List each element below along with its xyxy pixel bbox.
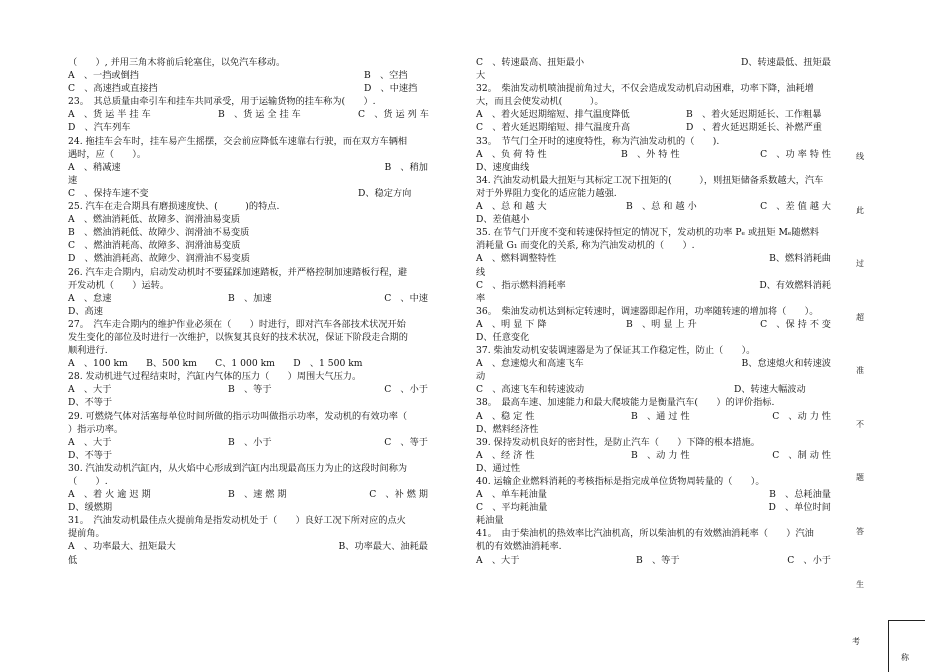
option-row <box>476 252 831 265</box>
margin-label: 考 <box>852 637 860 646</box>
option-row <box>68 82 428 95</box>
margin-warning-text <box>853 150 867 632</box>
option: C 、中速 <box>384 292 428 304</box>
option: C 、高速挡或直接挡 <box>68 83 158 95</box>
option: C 、高速飞车和转速波动 <box>476 384 585 396</box>
question-text: 38。 最高车速、加速能力和最大爬坡能力是衡量汽车( ）的评价指标. <box>476 397 775 409</box>
option-continuation: 大 <box>476 70 486 82</box>
option-row <box>476 121 831 134</box>
margin-char: 此 <box>856 205 864 215</box>
option: B 、明 显 上 升 <box>626 318 697 330</box>
option: B 、等于 <box>636 554 680 566</box>
option: B 、总耗油量 <box>769 489 831 501</box>
option-continuation: 速 <box>68 174 78 186</box>
question-text: ）指示功率。 <box>68 423 124 435</box>
option-row <box>476 488 831 501</box>
option: A 、大于 <box>68 436 112 448</box>
option-row <box>476 148 831 161</box>
option: A 、怠速 <box>68 292 112 304</box>
question-text: 33。 节气门全开时的速度特性，称为汽油发动机的（ ). <box>476 135 720 147</box>
option: D、差值越小 <box>476 214 530 226</box>
question-text: 39. 保持发动机良好的密封性，是防止汽车（ ）下降的根本措施。 <box>476 436 760 448</box>
option-row <box>68 488 428 501</box>
question-text: 32。 柴油发动机喷油提前角过大，不仅会造成发动机启动困难，功率下降，油耗增 <box>476 83 814 95</box>
option: A 、一挡或倒挡 <box>68 70 139 82</box>
option-row <box>476 449 831 462</box>
option-row <box>68 187 428 200</box>
option: D、高速 <box>68 305 103 317</box>
margin-char: 生 <box>856 580 864 589</box>
name-field-box[interactable] <box>888 620 925 672</box>
option: C 、制 动 性 <box>772 449 831 461</box>
name-field-label: 称 <box>901 653 909 662</box>
margin-char: 过 <box>856 259 864 268</box>
option: A 、明 显 下 降 <box>476 318 547 330</box>
question-text: 37. 柴油发动机安装调速器是为了保证其工作稳定性，防止（ ）。 <box>476 345 756 357</box>
option-row <box>476 318 831 331</box>
option-row <box>476 200 831 213</box>
option-row <box>68 540 428 553</box>
option-continuation: 动 <box>476 371 486 383</box>
question-text: 消耗量 G₁ 而变化的关系, 称为汽油发动机的（ ）. <box>476 240 695 252</box>
option: B 、等于 <box>228 384 272 396</box>
question-text: 25. 汽车在走合期具有磨损速度快、( )的特点. <box>68 201 280 213</box>
option: C 、保持车速不变 <box>68 187 149 199</box>
option: C 、差 值 越 大 <box>760 201 831 213</box>
question-text: 机的有效燃油消耗率. <box>476 541 562 553</box>
question-text: 29. 可燃烧气体对活塞每单位时间所做的指示功叫做指示功率，发动机的有效功率（ <box>68 410 408 422</box>
option: D、燃料经济性 <box>476 423 539 435</box>
option: D 、中速挡 <box>364 83 418 95</box>
option: A 、大于 <box>68 384 112 396</box>
option: A 、单车耗油量 <box>476 489 547 501</box>
option: C 、保 持 不 变 <box>760 318 831 330</box>
option-row <box>68 436 428 449</box>
option-row <box>476 501 831 514</box>
question-text: 24. 拖挂车会车时，挂车易产生摇摆，交会前应降低车速靠右行驶，而在双方车辆相 <box>68 135 408 147</box>
question-text: 27。 汽车走合期内的维护作业必须在（ ）时进行，即对汽车各部技术状况开始 <box>68 318 406 330</box>
option-continuation: 低 <box>68 554 78 566</box>
option: A 、货 运 半 挂 车 <box>68 109 151 121</box>
option: D、任意变化 <box>476 331 530 343</box>
option: A 、燃油消耗低、故障多、润滑油易变质 <box>68 214 241 226</box>
option-row <box>68 383 428 396</box>
question-text: 开发动机（ ）运转。 <box>68 279 170 291</box>
option: B、怠速熄火和转速波 <box>741 358 831 370</box>
option: D 、燃油消耗高、故障少、润滑油不易变质 <box>68 253 250 265</box>
option: A 、经 济 性 <box>476 449 535 461</box>
question-text: 遇时，应（ ）。 <box>68 148 147 160</box>
option: A 、总 和 越 大 <box>476 201 547 213</box>
margin-char: 超 <box>856 312 864 322</box>
option: A 、燃料调整特性 <box>476 253 557 265</box>
question-text: 大，而且会使发动机( ）。 <box>476 96 604 108</box>
question-text: 发生变化的部位及时进行一次维护，以恢复其良好的技术状况，保证下阶段走合期的 <box>68 331 408 343</box>
question-text: 提前角。 <box>68 528 105 540</box>
option: A 、怠速熄火和高速飞车 <box>476 358 584 370</box>
question-text: 40. 运输企业燃料消耗的考核指标是指完成单位货物周转量的（ ）。 <box>476 476 765 487</box>
question-text: 对于外界阻力变化的适应能力越强. <box>476 187 617 199</box>
question-text: 34. 汽油发动机最大扭矩与其标定工况下扭矩的( ），则扭矩储备系数越大，汽车 <box>476 174 824 186</box>
option: D 、汽车列车 <box>68 122 131 134</box>
option: D、稳定方向 <box>358 187 412 199</box>
option-row <box>68 108 428 121</box>
option: A 、着火延迟期缩短、排气温度降低 <box>476 109 630 121</box>
option: C 、转速最高、扭矩最小 <box>476 57 585 68</box>
option: D、转速最低、扭矩最 <box>740 57 831 68</box>
option: B、功率最大、油耗最 <box>338 541 428 553</box>
question-text: 30. 汽油发动机汽缸内，从火焰中心形成到汽缸内出现最高压力为止的这段时间称为 <box>68 462 408 474</box>
option: C 、等于 <box>384 436 428 448</box>
option: A 、负 荷 特 性 <box>476 148 547 160</box>
question-text: 36。 柴油发动机达到标定转速时，调速器即起作用，功率随转速的增加将（ ）。 <box>476 305 819 317</box>
option: C 、补 燃 期 <box>369 489 428 501</box>
option: A 、着 火 逾 迟 期 <box>68 489 151 501</box>
option-row <box>476 554 831 567</box>
option: D、有效燃料消耗 <box>759 279 831 291</box>
option: C 、货 运 列 车 <box>358 109 429 121</box>
option: C 、平均耗油量 <box>476 502 548 514</box>
option-row <box>476 357 831 370</box>
right-column <box>476 56 831 567</box>
option-continuation: 耗油量 <box>476 515 504 527</box>
option: D、速度曲线 <box>476 161 530 173</box>
option: C 、小于 <box>787 554 831 566</box>
option: B 、货 运 全 挂 车 <box>218 109 301 121</box>
option: C 、动 力 性 <box>772 410 831 422</box>
option: D 、单位时间 <box>768 502 831 514</box>
option-row <box>68 161 428 174</box>
option: B 、速 燃 期 <box>228 489 287 501</box>
option: D、缓燃期 <box>68 502 113 514</box>
question-text: （ ）. <box>68 476 108 487</box>
option: B 、空挡 <box>364 70 408 82</box>
option-row <box>476 410 831 423</box>
option: B 、动 力 性 <box>631 449 690 461</box>
margin-char: 题 <box>856 473 864 482</box>
question-text: 28. 发动机进气过程结束时，汽缸内气体的压力（ ）周围大气压力。 <box>68 371 362 383</box>
option: C 、着火延迟期缩短、排气温度升高 <box>476 122 631 134</box>
option: A 、大于 <box>476 554 520 566</box>
option: D、转速大幅波动 <box>734 384 806 396</box>
option-continuation: 率 <box>476 292 486 304</box>
option-row <box>476 108 831 121</box>
option-row <box>68 292 428 305</box>
option-row <box>68 69 428 82</box>
option: D、不等于 <box>68 449 113 461</box>
option: D 、着火延迟期延长、补燃严重 <box>686 122 822 134</box>
margin-char: 不 <box>856 419 864 429</box>
option: D、不等于 <box>68 397 113 409</box>
option: B 、通 过 性 <box>631 410 690 422</box>
question-text: 35. 在节气门开度不变和转速保持恒定的情况下，发动机的功率 Pₑ 或扭矩 Mₑ随燃料 <box>476 227 819 239</box>
margin-char: 准 <box>856 366 864 375</box>
option: C 、功 率 特 性 <box>760 148 831 160</box>
option: B 、加速 <box>228 292 272 304</box>
option: A 、功率最大、扭矩最大 <box>68 541 176 553</box>
question-text: 23。 其总质量由牵引车和挂车共同承受，用于运输货物的挂车称为( ）. <box>68 96 376 108</box>
option: A 、稳 定 性 <box>476 410 535 422</box>
question-text: 顺利进行. <box>68 345 108 357</box>
option: A 、稍减速 <box>68 161 121 173</box>
option-row: A 、100 km B、500 km C、1 000 km D 、1 500 km <box>68 358 363 370</box>
option: B 、燃油消耗低、故障少、润滑油不易变质 <box>68 227 250 239</box>
option: B 、总 和 越 小 <box>626 201 697 213</box>
option-row <box>476 383 831 396</box>
margin-char: 答 <box>856 526 864 536</box>
option-row <box>476 56 831 69</box>
question-text: （ ）, 并用三角木将前后轮塞住，以免汽车移动。 <box>68 57 286 68</box>
option: B 、着火延迟期延长、工作粗暴 <box>686 109 822 121</box>
question-text: 41。 由于柴油机的热效率比汽油机高，所以柴油机的有效燃油消耗率（ ）汽油 <box>476 528 814 540</box>
left-column <box>68 56 428 567</box>
option: C 、小于 <box>384 384 428 396</box>
margin-char: 线 <box>856 152 864 161</box>
option-continuation: 线 <box>476 266 486 278</box>
option: B 、稍加 <box>384 161 428 173</box>
question-text: 31。 汽油发动机最佳点火提前角是指发动机处于（ ）良好工况下所对应的点火 <box>68 515 406 527</box>
option: C 、燃油消耗高、故障多、润滑油易变质 <box>68 240 241 252</box>
option: B 、外 特 性 <box>621 148 680 160</box>
option: C 、指示燃料消耗率 <box>476 279 566 291</box>
question-text: 26. 汽车走合期内，启动发动机时不要猛踩加速踏板，并严格控制加速踏板行程，避 <box>68 266 408 278</box>
option: B、燃料消耗曲 <box>769 253 831 265</box>
option: D、通过性 <box>476 462 521 474</box>
option-row <box>476 279 831 292</box>
option: B 、小于 <box>228 436 272 448</box>
